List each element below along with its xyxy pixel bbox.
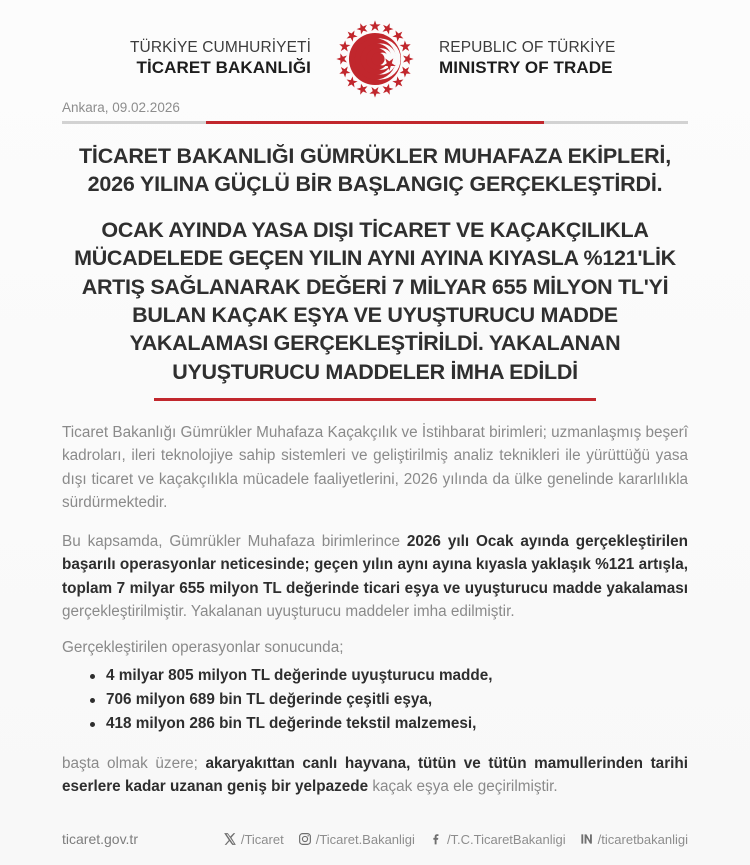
paragraph-2-text-a: Bu kapsamda, Gümrükler Muhafaza birimlerince bbox=[62, 533, 407, 550]
masthead-english bbox=[439, 39, 639, 79]
masthead-turkish-line2: TİCARET BAKANLIĞI bbox=[136, 58, 311, 78]
paragraph-3 bbox=[62, 752, 688, 799]
masthead-english-line1: REPUBLIC OF TÜRKİYE bbox=[439, 39, 616, 57]
website-link[interactable]: ticaret.gov.tr bbox=[62, 831, 138, 847]
social-link-instagram[interactable] bbox=[298, 832, 415, 847]
article-body bbox=[62, 401, 688, 798]
subheadline: OCAK AYINDA YASA DIŞI TİCARET VE KAÇAKÇILIKLA MÜCADELEDE GEÇEN YILIN AYNI AYINA KIYASLA %121'LİK ARTIŞ SAĞLANARAK DEĞERİ 7 MİLYAR 655 MİLYON TL'Yİ BULAN KAÇAK EŞYA VE UYUŞTURUCU MADDE YAKALAMASI GERÇEKLEŞTİRİLDİ. YAKALANAN UYUŞTURUCU MADDELER İMHA EDİLDİ bbox=[74, 217, 676, 384]
social-handle-x: /Ticaret bbox=[240, 831, 284, 847]
footer bbox=[62, 831, 688, 847]
masthead-turkish bbox=[111, 39, 311, 79]
list-lead-in: Gerçekleştirilen operasyonlar sonucunda; bbox=[62, 639, 344, 656]
header-divider-accent bbox=[206, 121, 544, 124]
x-twitter-icon bbox=[223, 832, 238, 847]
seizure-list bbox=[62, 665, 688, 736]
list-item: 4 milyar 805 milyon TL değerinde uyuşturucu madde, bbox=[90, 665, 688, 688]
list-item: 706 milyon 689 bin TL değerinde çeşitli eşya, bbox=[90, 689, 688, 712]
header-divider bbox=[62, 121, 688, 124]
social-handle-instagram: /Ticaret.Bakanligi bbox=[315, 831, 415, 847]
masthead-english-line2: MINISTRY OF TRADE bbox=[439, 58, 613, 78]
masthead bbox=[62, 0, 688, 92]
instagram-icon bbox=[298, 832, 313, 847]
social-link-facebook[interactable] bbox=[429, 832, 566, 847]
dateline: Ankara, 09.02.2026 bbox=[62, 100, 180, 115]
paragraph-3-text-b: kaçak eşya ele geçirilmiştir. bbox=[368, 778, 558, 796]
facebook-icon bbox=[429, 832, 444, 847]
social-link-linkedin[interactable] bbox=[580, 832, 688, 847]
paragraph-2-highlight: 2026 yılı Ocak ayında gerçekleştirilen başarılı operasyonlar neticesinde; geçen yılın aynı ayına kıyasla yaklaşık %121 artışla, toplam 7 milyar 655 milyon TL değerinde ticari eşya ve uyuşturucu madde yakalaması bbox=[62, 533, 688, 597]
turkish-ministry-of-trade-emblem bbox=[333, 17, 417, 101]
paragraph-3-text-a: başta olmak üzere; bbox=[62, 754, 206, 772]
paragraph-2-text-b: gerçekleştirilmiştir. Yakalanan uyuşturucu maddeler imha edilmiştir. bbox=[62, 602, 515, 620]
linkedin-icon bbox=[580, 832, 595, 847]
paragraph-3-highlight: akaryakıttan canlı hayvana, tütün ve tütün mamullerinden tarihi eserlere kadar uzanan geniş bir yelpazede bbox=[62, 754, 688, 796]
social-link-x[interactable] bbox=[223, 832, 284, 847]
paragraph-2 bbox=[62, 530, 688, 623]
social-links bbox=[223, 832, 688, 847]
paragraph-1: Ticaret Bakanlığı Gümrükler Muhafaza Kaçakçılık ve İstihbarat birimleri; uzmanlaşmış beşerî kadroları, ileri teknolojiye sahip sistemleri ve geliştirilmiş analiz teknikleri ile yürüttüğü yasa dışı ticaret ve kaçakçılıkla mücadele faaliyetlerini, 2026 yılında da ülke genelinde kararlılıkla sürdürmektedir. bbox=[62, 424, 688, 511]
page-title: TİCARET BAKANLIĞI GÜMRÜKLER MUHAFAZA EKİPLERİ, 2026 YILINA GÜÇLÜ BİR BAŞLANGIÇ GERÇEKLEŞTİRDİ. bbox=[79, 144, 671, 197]
social-handle-facebook: /T.C.TicaretBakanligi bbox=[446, 831, 566, 847]
social-handle-linkedin: /ticaretbakanligi bbox=[597, 831, 688, 847]
masthead-turkish-line1: TÜRKİYE CUMHURİYETİ bbox=[129, 39, 311, 57]
list-item: 418 milyon 286 bin TL değerinde tekstil malzemesi, bbox=[90, 713, 688, 736]
